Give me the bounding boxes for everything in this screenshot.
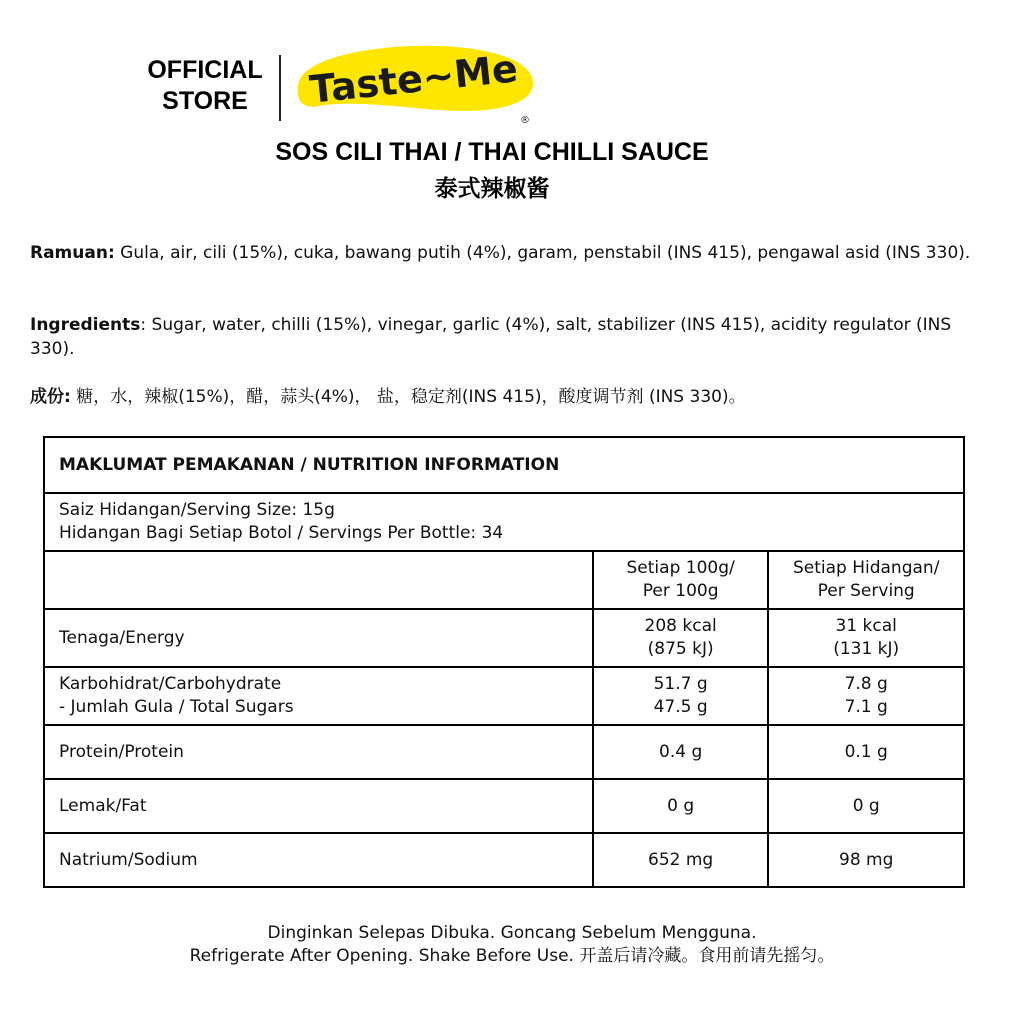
energy-per100-kcal: 208 kcal [644, 616, 717, 636]
nutrition-heading: MAKLUMAT PEMAKANAN / NUTRITION INFORMATION [44, 437, 964, 493]
serving-info-row [44, 493, 964, 551]
logo-text: Taste~Me [307, 46, 520, 112]
fat-per100: 0 g [593, 779, 769, 833]
carbohydrate-per100: 51.7 g [653, 674, 708, 694]
nutrient-label [44, 609, 593, 667]
product-title: SOS CILI THAI / THAI CHILLI SAUCE [275, 138, 709, 166]
protein-per100: 0.4 g [593, 725, 769, 779]
registered-mark: ® [520, 115, 530, 126]
per-serving-value [768, 609, 964, 667]
taste-me-logo [290, 42, 535, 114]
ingredients-malay-text: Gula, air, cili (15%), cuka, bawang putih (4%), garam, penstabil (INS 415), pengawal asid (INS 330). [114, 243, 971, 263]
sodium-label: Natrium/Sodium [44, 833, 593, 887]
fat-serving: 0 g [768, 779, 964, 833]
ingredients-english-text: : Sugar, water, chilli (15%), vinegar, garlic (4%), salt, stabilizer (INS 415), acidity regulator (INS 330). [30, 315, 952, 359]
ingredients-chinese-text: 糖，水，辣椒(15%)，醋，蒜头(4%)， 盐，稳定剂(INS 415)，酸度调节剂 (INS 330)。 [70, 387, 746, 407]
nutrient-label [44, 667, 593, 725]
sugars-serving: 7.1 g [844, 697, 888, 717]
protein-label: Protein/Protein [44, 725, 593, 779]
energy-serving-kcal: 31 kcal [835, 616, 897, 636]
ingredients-english-label: Ingredients [30, 315, 141, 335]
total-sugars-label: - Jumlah Gula / Total Sugars [59, 697, 294, 717]
per-100g-header-line2: Per 100g [642, 581, 719, 601]
per-100g-value [593, 609, 769, 667]
ingredients-chinese-label: 成份: [30, 387, 71, 407]
official-line: OFFICIAL [147, 56, 263, 84]
product-title-chinese: 泰式辣椒酱 [434, 176, 550, 202]
sodium-serving: 98 mg [768, 833, 964, 887]
per-100g-value [593, 667, 769, 725]
header-divider [279, 55, 281, 121]
storage-instructions-malay: Dinginkan Selepas Dibuka. Goncang Sebelum Mengguna. [267, 923, 757, 943]
ingredients-malay [30, 241, 975, 265]
ingredients-english [30, 313, 975, 361]
blank-header-cell [44, 551, 593, 609]
store-line: STORE [162, 87, 248, 115]
ingredients-chinese [30, 385, 975, 409]
fat-label: Lemak/Fat [44, 779, 593, 833]
energy-label: Tenaga/Energy [59, 627, 185, 648]
protein-serving: 0.1 g [768, 725, 964, 779]
per-serving-header [768, 551, 964, 609]
storage-instructions-english-chinese: Refrigerate After Opening. Shake Before Use. 开盖后请冷藏。食用前请先摇匀。 [189, 946, 835, 966]
sodium-per100: 652 mg [593, 833, 769, 887]
sugars-per100: 47.5 g [653, 697, 708, 717]
per-100g-header-line1: Setiap 100g/ [626, 558, 735, 578]
table-row [44, 609, 964, 667]
per-serving-value [768, 667, 964, 725]
per-serving-header-line2: Per Serving [817, 581, 915, 601]
carbohydrate-label: Karbohidrat/Carbohydrate [59, 674, 282, 694]
table-row [44, 725, 964, 779]
official-store-label [130, 55, 280, 117]
energy-serving-kj: (131 kJ) [833, 639, 900, 659]
ingredients-malay-label: Ramuan: [30, 243, 115, 263]
servings-per-bottle: Hidangan Bagi Setiap Botol / Servings Per Bottle: 34 [59, 523, 504, 543]
table-row [44, 667, 964, 725]
energy-per100-kj: (875 kJ) [647, 639, 714, 659]
carbohydrate-serving: 7.8 g [844, 674, 888, 694]
nutrition-heading-row [44, 437, 964, 493]
per-serving-header-line1: Setiap Hidangan/ [792, 558, 940, 578]
serving-info [44, 493, 964, 551]
nutrition-table [43, 436, 965, 888]
per-100g-header [593, 551, 769, 609]
table-row [44, 833, 964, 887]
serving-size: Saiz Hidangan/Serving Size: 15g [59, 500, 335, 520]
column-header-row [44, 551, 964, 609]
table-row [44, 779, 964, 833]
